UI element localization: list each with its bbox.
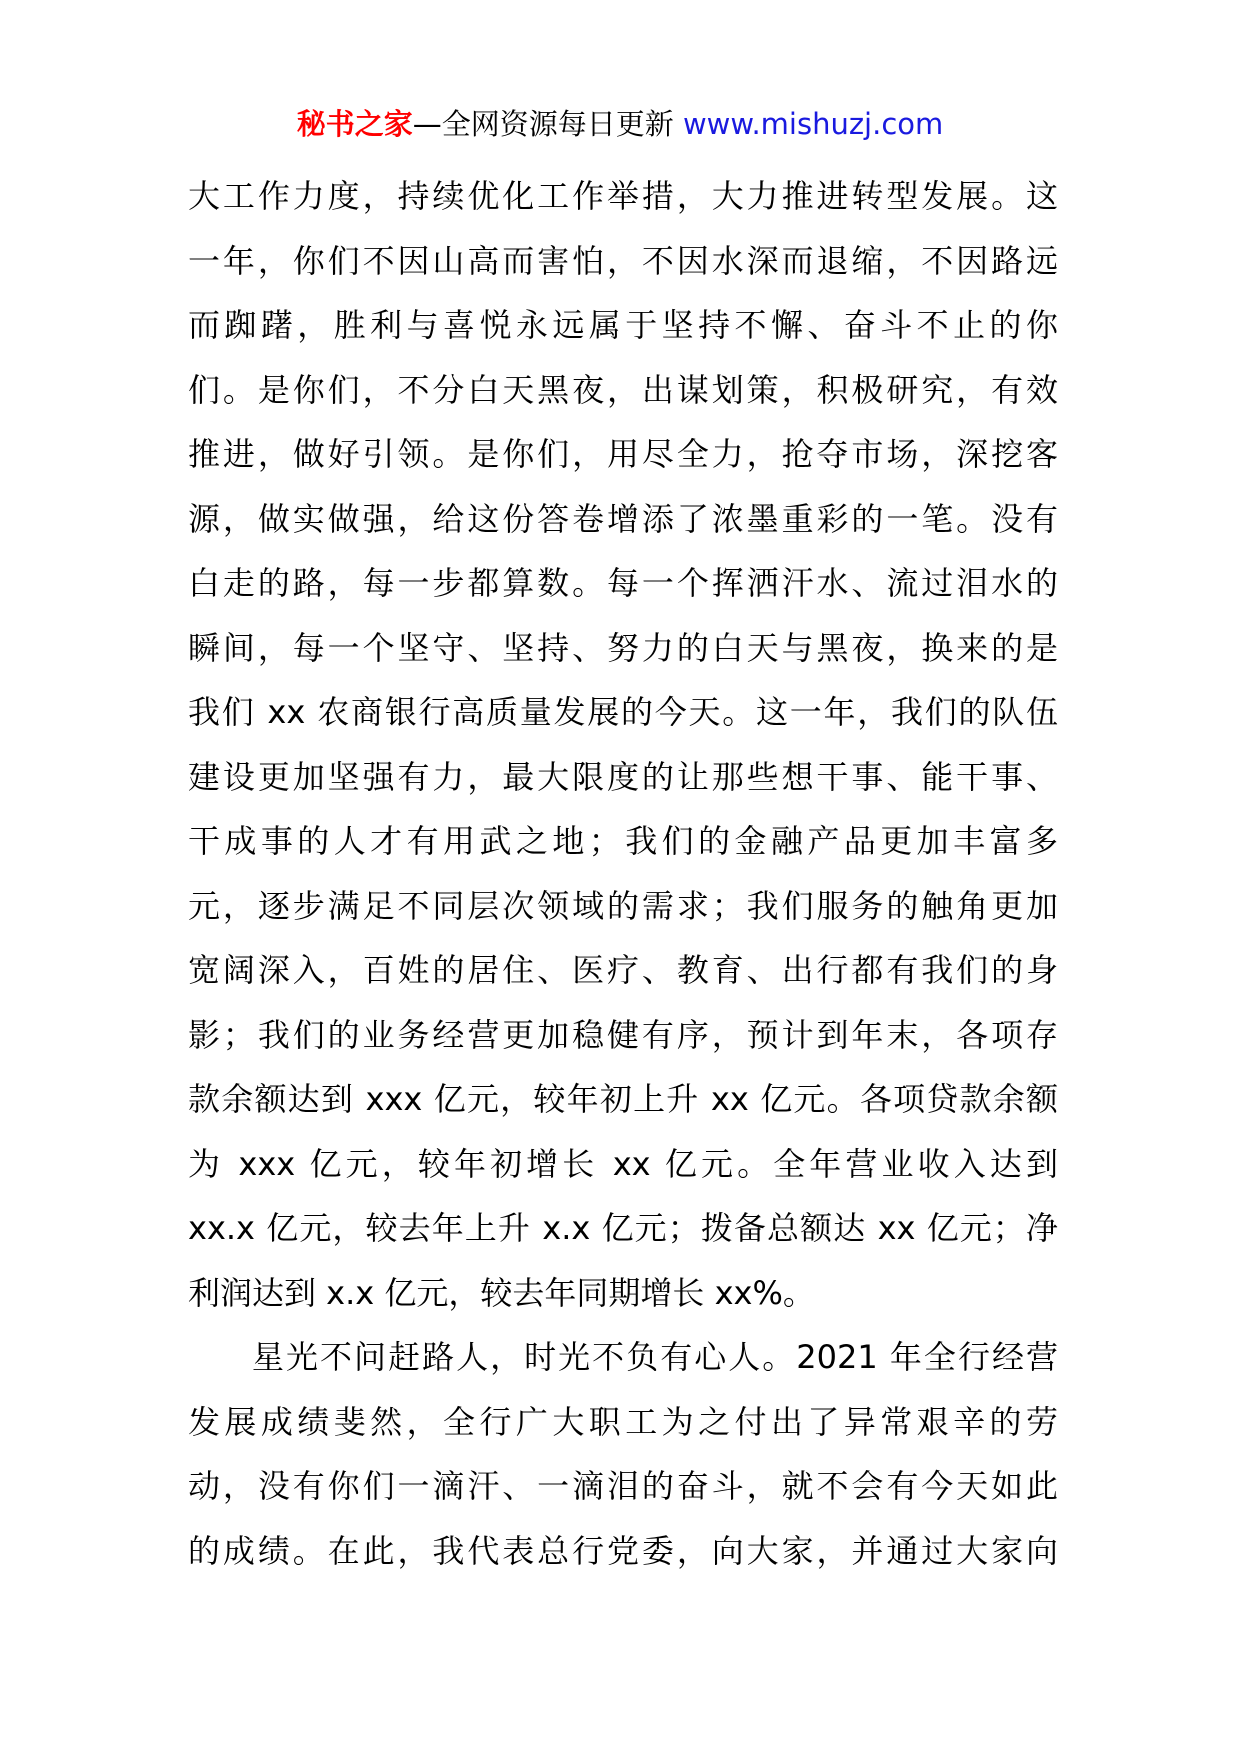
text-line: 源，做实做强，给这份答卷增添了浓墨重彩的一笔。没有 (188, 499, 1058, 538)
text-line: 为 xxx 亿元，较年初增长 xx 亿元。全年营业收入达到 (188, 1144, 1058, 1183)
text-line: 发展成绩斐然，全行广大职工为之付出了异常艰辛的劳 (188, 1402, 1058, 1441)
text-line: 利润达到 x.x 亿元，较去年同期增长 xx%。 (188, 1273, 815, 1312)
paragraph-first-line: 星光不问赶路人，时光不负有心人。2021 年全行经营 (252, 1338, 1058, 1376)
text-line: 而踟躇，胜利与喜悦永远属于坚持不懈、奋斗不止的你 (188, 306, 1058, 344)
text-line: 影；我们的业务经营更加稳健有序，预计到年末，各项存 (188, 1015, 1058, 1054)
text-line: 推进，做好引领。是你们，用尽全力，抢夺市场，深挖客 (188, 435, 1058, 473)
page-header (0, 100, 1240, 148)
text-line: 我们 xx 农商银行高质量发展的今天。这一年，我们的队伍 (188, 693, 1058, 731)
text-line: 白走的路，每一步都算数。每一个挥洒汗水、流过泪水的 (188, 564, 1058, 602)
text-line: 建设更加坚强有力，最大限度的让那些想干事、能干事、 (188, 757, 1058, 796)
text-line: 款余额达到 xxx 亿元，较年初上升 xx 亿元。各项贷款余额 (188, 1080, 1058, 1118)
text-line: 干成事的人才有用武之地；我们的金融产品更加丰富多 (188, 822, 1058, 860)
text-line: 元，逐步满足不同层次领域的需求；我们服务的触角更加 (188, 886, 1058, 925)
text-line: 动，没有你们一滴汗、一滴泪的奋斗，就不会有今天如此 (188, 1467, 1058, 1505)
text-line: xx.x 亿元，较去年上升 x.x 亿元；拨备总额达 xx 亿元；净 (188, 1209, 1058, 1247)
document-body (188, 164, 1058, 1583)
header-tagline: —全网资源每日更新 (412, 107, 674, 141)
text-line: 瞬间，每一个坚守、坚持、努力的白天与黑夜，换来的是 (188, 628, 1058, 667)
text-line: 宽阔深入，百姓的居住、医疗、教育、出行都有我们的身 (188, 951, 1058, 989)
text-line: 们。是你们，不分白天黑夜，出谋划策，积极研究，有效 (188, 370, 1058, 409)
text-line: 大工作力度，持续优化工作举措，大力推进转型发展。这 (188, 177, 1058, 215)
website-link[interactable]: www.mishuzj.com (682, 107, 944, 141)
text-line: 的成绩。在此，我代表总行党委，向大家，并通过大家向 (188, 1531, 1058, 1570)
brand-name: 秘书之家 (296, 107, 413, 141)
text-line: 一年，你们不因山高而害怕，不因水深而退缩，不因路远 (188, 241, 1058, 280)
